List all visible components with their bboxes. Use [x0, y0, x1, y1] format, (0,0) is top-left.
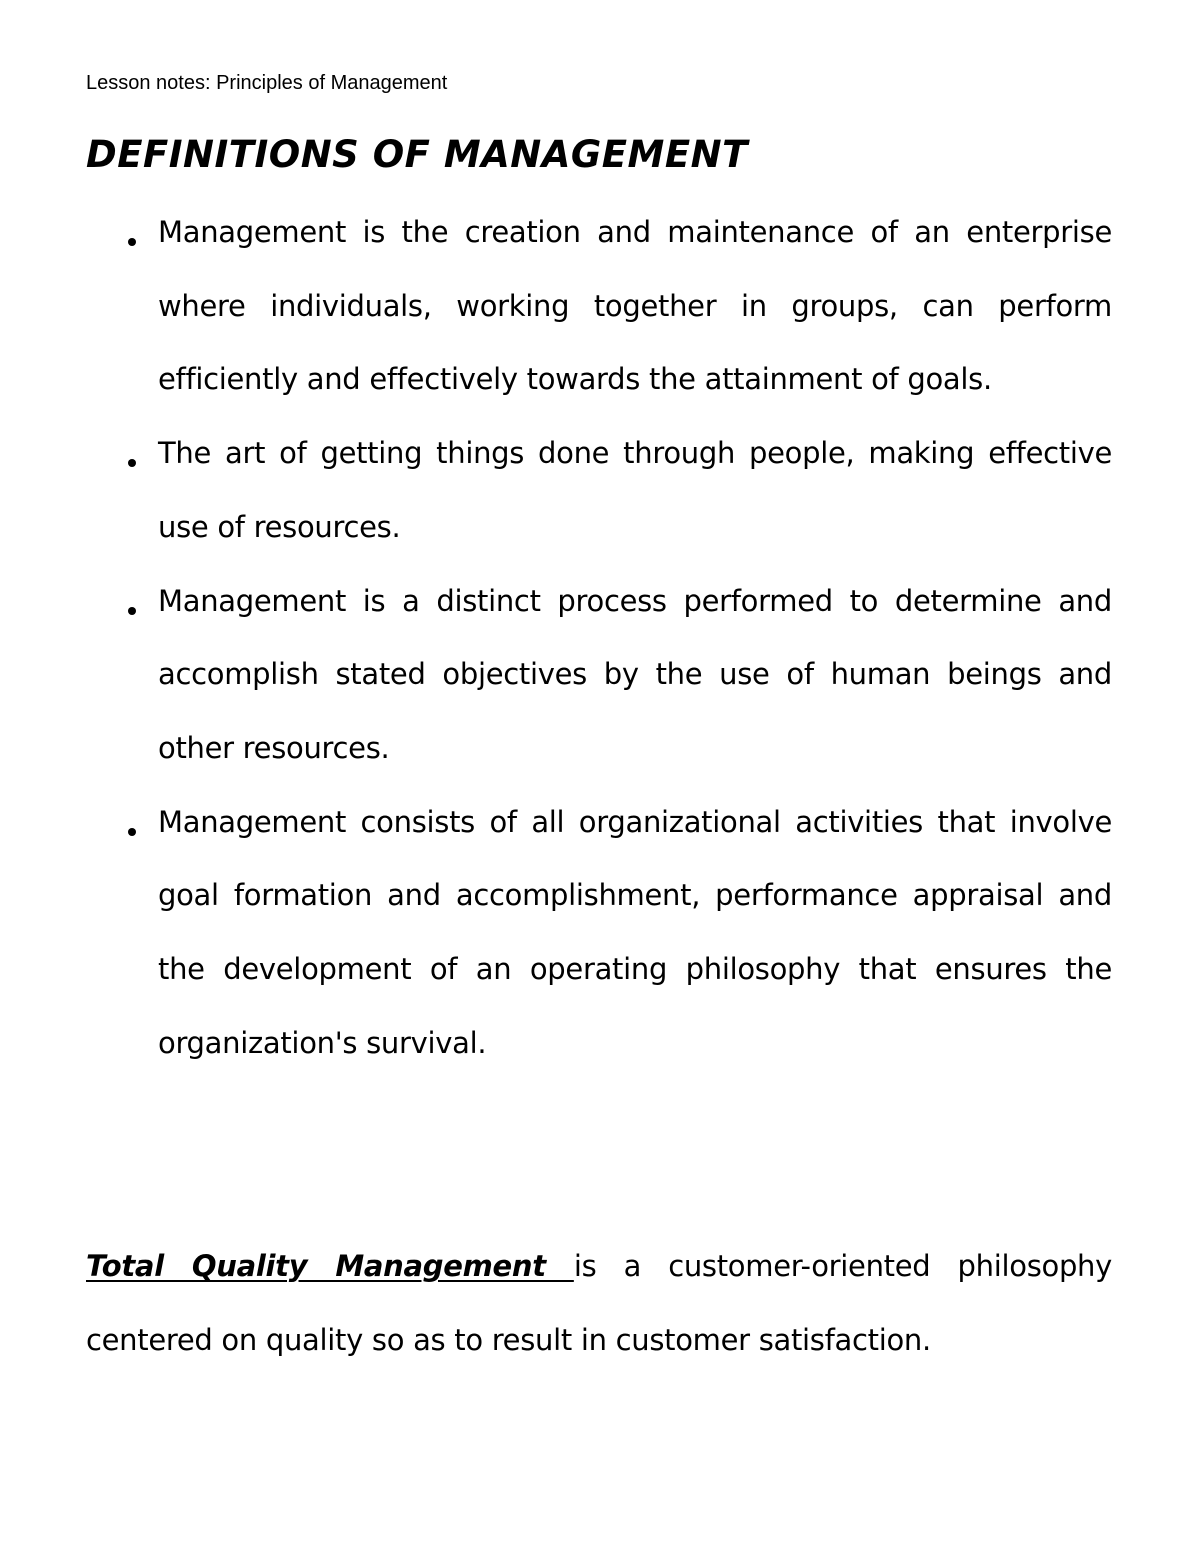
- tqm-paragraph: [86, 1230, 1112, 1377]
- definition-item: [0, 417, 1200, 564]
- definitions-list: [0, 196, 1200, 1080]
- bullet-icon: [128, 459, 136, 467]
- running-header: Lesson notes: Principles of Management: [86, 72, 448, 94]
- tqm-definition: is a customer-oriented philosophy centered on quality so as to result in customer satisfaction.: [86, 1249, 1112, 1357]
- definition-item: [0, 196, 1200, 417]
- definition-text: Management consists of all organizational activities that involve goal formation and accomplishment, performance appraisal and the development of an operating philosophy that ensures the organization's survival.: [158, 804, 1112, 1060]
- definition-text: The art of getting things done through people, making effective use of resources.: [158, 436, 1112, 544]
- definition-item: [0, 786, 1200, 1081]
- tqm-term: Total Quality Management: [86, 1249, 574, 1283]
- definition-text: Management is the creation and maintenance of an enterprise where individuals, working together in groups, can perform efficiently and effectively towards the attainment of goals.: [158, 215, 1112, 397]
- section-title: DEFINITIONS OF MANAGEMENT: [86, 133, 748, 176]
- definition-item: [0, 565, 1200, 786]
- bullet-icon: [128, 238, 136, 246]
- bullet-icon: [128, 828, 136, 836]
- bullet-icon: [128, 607, 136, 615]
- definition-text: Management is a distinct process performed to determine and accomplish stated objectives by the use of human beings and other resources.: [158, 583, 1112, 765]
